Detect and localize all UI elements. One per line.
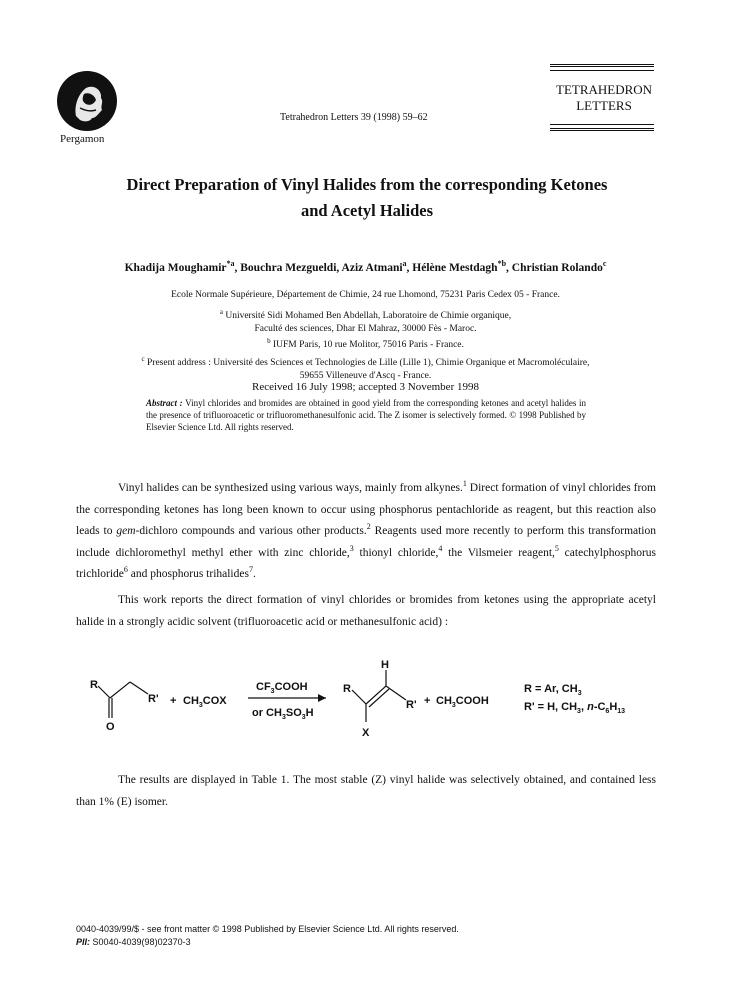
abstract — [146, 397, 586, 433]
publisher-name: Pergamon — [60, 133, 105, 145]
body-paragraph — [76, 590, 656, 633]
formula-part: COX — [202, 695, 227, 707]
formula-subscript: 3 — [198, 702, 203, 709]
arrow-head-icon — [318, 694, 326, 702]
reference-mark: 7 — [248, 565, 253, 575]
body-text: catechylphosphorus trichloride — [76, 546, 657, 580]
formula-subscript: 3 — [577, 690, 582, 697]
r-group-label: R — [343, 683, 351, 695]
affiliation-a — [60, 306, 671, 336]
publisher-logo — [56, 70, 118, 132]
affiliation-main: Ecole Normale Supérieure, Département de Chimie, 24 rue Lhomond, 75231 Paris Cedex 05 - France. — [171, 290, 560, 300]
body-paragraph — [76, 478, 656, 586]
formula-part: -C — [593, 701, 606, 713]
author-affiliation-mark: c — [602, 259, 607, 268]
formula-part: R = Ar, CH — [524, 683, 578, 695]
halogen-label: X — [362, 727, 370, 739]
formula-part: CH — [436, 695, 452, 707]
author-affiliation-mark: *b — [497, 259, 507, 268]
affiliation-line: 59655 Villeneuve d'Ascq - France. — [299, 371, 432, 382]
reagent-formula — [183, 695, 227, 709]
author-name: Bouchra Mezgueldi — [240, 261, 337, 274]
formula-part: n — [587, 701, 594, 713]
affiliation-line: IUFM Paris, 10 rue Molitor, 75016 Paris - France. — [272, 340, 464, 351]
formula-subscript: 3 — [451, 702, 456, 709]
reference-mark: 1 — [462, 479, 467, 489]
body-text: The results are displayed in Table 1. The most stable (Z) vinyl halide was selectively obtained, and contained less than 1% (E) isomer. — [76, 774, 656, 808]
journal-citation: Tetrahedron Letters 39 (1998) 59–62 — [280, 112, 428, 123]
body-text: Reagents used more recently to perform this transformation include dichloromethyl methyl ether with zinc chloride, — [76, 525, 657, 559]
byproduct-formula — [436, 695, 489, 709]
reference-mark: 3 — [349, 543, 354, 553]
journal-brand-line: TETRAHEDRON — [556, 82, 653, 97]
author-list: Khadija Moughamir$^{*a}$, Bouchra Mezgueldi, Aziz Atmani$^a$, Hélène Mestdagh$^{*b}$, Christian Rolando$^c$ — [124, 259, 607, 274]
author-name: Aziz Atmani — [341, 261, 403, 274]
body-text: and phosphorus trihalides — [127, 568, 249, 580]
body-text: This work reports the direct formation of vinyl chlorides or bromides from ketones using the appropriate acetyl halide in a strongly acidic solvent (trifluoroacetic acid or methanesulfonic acid) : — [76, 594, 656, 628]
condition-above — [256, 681, 308, 695]
affiliation-mark: a — [219, 308, 223, 316]
reference-mark: 4 — [438, 543, 443, 553]
abstract-label: Abstract : — [146, 398, 183, 408]
reaction-scheme — [80, 660, 670, 742]
abstract-copyright: © 1998 Published by Elsevier Science Ltd. All rights reserved. — [146, 410, 587, 432]
abstract-text: Vinyl chlorides and bromides are obtained in good yield from the corresponding ketones and acetyl halides in the presence of trifluoroacetic or trifluoromethanesulfonic acid. The Z isomer is selectively formed. — [146, 398, 586, 420]
bond-line — [110, 682, 130, 698]
r-prime-label: R' — [148, 693, 159, 705]
body-text: . — [252, 568, 256, 580]
affiliation-b — [60, 335, 671, 352]
title-line: and Acetyl Halides — [300, 201, 433, 220]
pii-line — [76, 936, 459, 949]
r-definition — [524, 683, 582, 697]
affiliation-mark: b — [267, 337, 271, 345]
formula-part: CH — [183, 695, 199, 707]
brand-rule — [550, 128, 654, 134]
affiliation-c — [60, 353, 671, 383]
formula-part: H — [305, 707, 314, 719]
r-group-label: R — [90, 679, 98, 691]
title-line: Direct Preparation of Vinyl Halides from the corresponding Ketones — [126, 175, 608, 194]
formula-subscript: 6 — [605, 708, 610, 715]
brand-rule — [550, 124, 654, 125]
journal-brand-line: LETTERS — [576, 98, 632, 113]
formula-subscript: 3 — [281, 714, 286, 721]
pii-label: PII: — [76, 937, 91, 947]
author-name: Christian Rolando — [511, 261, 603, 274]
condition-below — [252, 707, 314, 721]
body-text: Vinyl halides can be synthesized using various ways, mainly from alkynes. — [118, 482, 463, 494]
plus-sign: + — [170, 695, 177, 707]
bond-line — [130, 682, 148, 694]
formula-part: R' = H, CH — [524, 701, 578, 713]
formula-subscript: 3 — [270, 688, 275, 695]
received-dates: Received 16 July 1998; accepted 3 November 1998 — [252, 381, 479, 393]
formula-subscript: 13 — [617, 708, 626, 715]
reference-mark: 6 — [123, 565, 128, 575]
plus-sign: + — [424, 695, 431, 707]
bond-line — [98, 686, 110, 698]
page-footer — [76, 923, 459, 949]
formula-part: CF — [256, 681, 271, 693]
formula-part: COOH — [455, 695, 489, 707]
body-paragraph — [76, 770, 656, 813]
pii-value: S0040-4039(98)02370-3 — [90, 937, 191, 947]
hydrogen-label: H — [381, 660, 389, 671]
body-text: -dichloro compounds and various other products. — [135, 525, 367, 537]
formula-part: COOH — [274, 681, 308, 693]
affiliation-line: Université Sidi Mohamed Ben Abdellah, Laboratoire de Chimie organique, — [225, 311, 512, 322]
affiliation-mark: c — [141, 355, 145, 363]
formula-part: H — [609, 701, 618, 713]
body-text: thionyl chloride, — [353, 546, 439, 559]
copyright-line: 0040-4039/99/$ - see front matter © 1998 Published by Elsevier Science Ltd. All rights reserved. — [76, 924, 459, 934]
author-name: Hélène Mestdagh — [412, 261, 498, 274]
formula-part: or CH — [252, 707, 282, 719]
bond-line — [352, 690, 366, 704]
affiliation-line: Present address : Université des Sciences et Technologies de Lille (Lille 1), Chimie Organique et Macromoléculaire, — [147, 358, 590, 369]
article-title — [80, 172, 654, 224]
formula-part: , — [580, 701, 588, 713]
author-affiliation-mark: *a — [226, 259, 235, 268]
formula-subscript: 3 — [577, 708, 581, 715]
journal-brand — [556, 82, 652, 114]
reference-mark: 2 — [366, 522, 371, 532]
reference-mark: 5 — [554, 543, 559, 553]
bond-line — [386, 686, 406, 700]
formula-part: SO — [285, 707, 302, 719]
body-text: the Vilsmeier reagent, — [442, 546, 555, 559]
italic-term: gem — [116, 525, 136, 537]
author-affiliation-mark: a — [402, 259, 407, 268]
r-prime-definition — [524, 701, 625, 715]
formula-subscript: 3 — [301, 714, 306, 721]
body-text: Direct formation of vinyl chlorides from the corresponding ketones has long been known to occur using phosphorus pentachloride as reagent, but this reaction also leads to — [76, 482, 656, 537]
brand-rule — [550, 70, 654, 71]
oxygen-label: O — [106, 721, 115, 733]
author-name: Khadija Moughamir — [124, 261, 227, 274]
r-prime-label: R' — [406, 699, 417, 711]
affiliation-line: Faculté des sciences, Dhar El Mahraz, 30000 Fès - Maroc. — [254, 324, 477, 335]
tree-emblem-icon — [56, 70, 118, 132]
